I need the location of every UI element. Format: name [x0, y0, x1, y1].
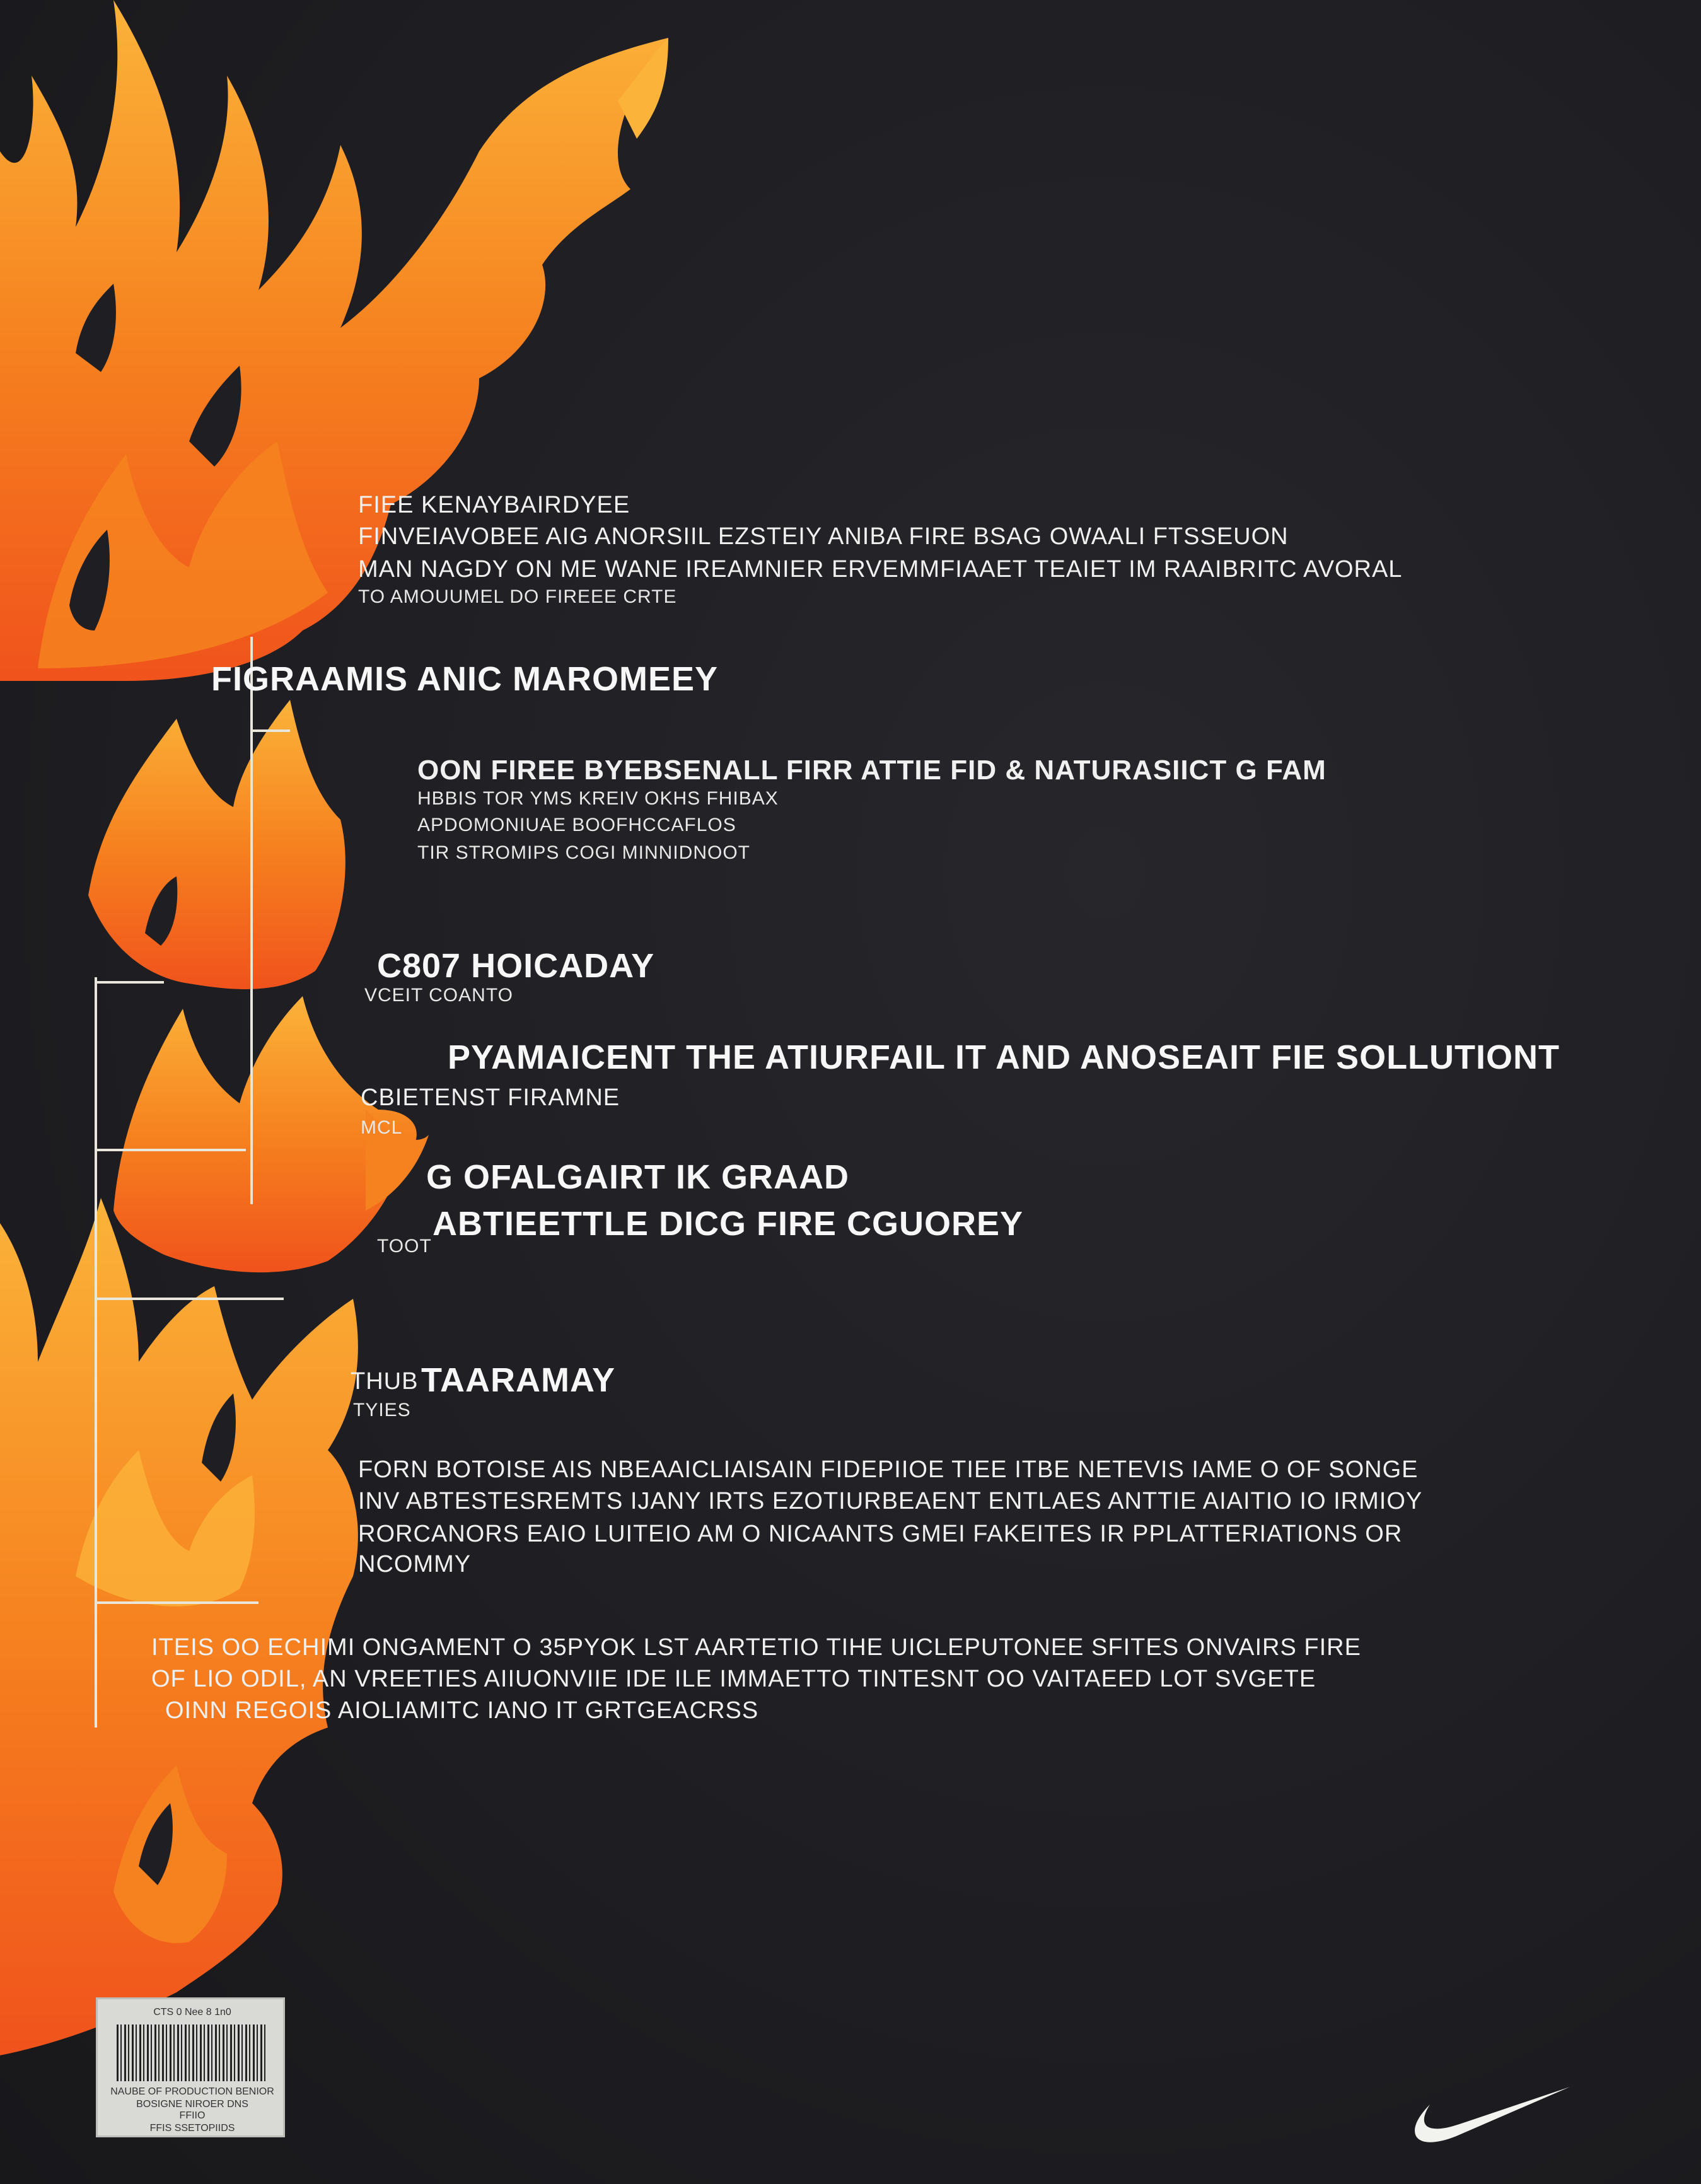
section-4-line-4: NCOMMY: [358, 1551, 472, 1577]
section-1-subline: OON FIREE BYEBSENALL FIRR ATTIE FID & NATURASIICT G FAM: [417, 755, 1327, 786]
intro-line-2: FINVEIAVOBEE AIG ANORSIIL EZSTEIY ANIBA FIRE BSAG OWAALI FTSSEUON: [358, 523, 1289, 550]
section-4-prefix: THUB: [351, 1368, 419, 1395]
barcode-icon: [117, 2024, 268, 2081]
barcode-text-1: NAUBE OF PRODUCTION BENIOR: [110, 2086, 274, 2097]
section-4-line-3: RORCANORS EAIO LUITEIO AM O NICAANTS GMEI FAKEITES IR PPLATTERIATIONS OR: [358, 1521, 1403, 1547]
section-4-line-1: FORN BOTOISE AIS NBEAAICLIAISAIN FIDEPIIOE TIEE ITBE NETEVIS IAME O OF SONGE: [358, 1456, 1419, 1483]
timeline-vertical-line-1: [250, 637, 253, 1204]
intro-line-4: TO AMOUUMEL DO FIREEE CRTE: [358, 586, 677, 607]
barcode-top-text: CTS 0 Nee 8 1n0: [153, 2007, 231, 2018]
flame-shape-3: [88, 700, 345, 989]
barcode-text-4: FFIS SSETOPIIDS: [149, 2123, 235, 2134]
section-2-subline: PYAMAICENT THE ATIURFAIL IT AND ANOSEAIT FIE SOLLUTIONT: [448, 1038, 1560, 1076]
intro-line-1: FIEE KENAYBAIRDYEE: [358, 492, 630, 518]
timeline-tick-1: [252, 729, 290, 732]
barcode-label: [96, 1997, 285, 2137]
section-4-caption: TYIES: [353, 1400, 411, 1420]
section-2-caption-3: MCL: [361, 1117, 403, 1138]
footer-line-2: OF LIO ODIL, AN VREETIES AIIUONVIIE IDE ILE IMMAETTO TINTESNT OO VAITAEED LOT SVGETE: [151, 1666, 1316, 1692]
section-4-line-2: INV ABTESTESREMTS IJANY IRTS EZOTIURBEAENT ENTLAES ANTTIE AIAITIO IO IRMIOY: [358, 1488, 1423, 1514]
timeline-tick-4: [95, 1298, 284, 1300]
section-1-heading: FIGRAAMIS ANIC MAROMEEY: [211, 660, 718, 698]
section-2-caption-2: CBIETENST FIRAMNE: [361, 1084, 620, 1111]
intro-line-3: MAN NAGDY ON ME WANE IREAMNIER ERVEMMFIAAET TEAIET IM RAAIBRITC AVORAL: [358, 556, 1403, 583]
timeline-tick-2: [95, 981, 164, 984]
section-2-heading: C807 HOICADAY: [377, 947, 655, 985]
footer-line-3: OINN REGOIS AIOLIAMITC IANO IT GRTGEACRSS: [165, 1697, 759, 1724]
section-1-line-3: TIR STROMIPS COGI MINNIDNOOT: [417, 842, 750, 863]
section-2-caption: VCEIT COANTO: [364, 985, 513, 1006]
section-1-line-1: HBBIS TOR YMS KREIV OKHS FHIBAX: [417, 788, 779, 809]
section-3-caption: TOOT: [377, 1236, 432, 1257]
section-4-heading: TAARAMAY: [421, 1361, 616, 1399]
section-3-subline: ABTIEETTLE DICG FIRE CGUOREY: [433, 1205, 1024, 1243]
section-3-heading: G OFALGAIRT IK GRAAD: [426, 1158, 849, 1196]
footer-line-1: ITEIS OO ECHIMI ONGAMENT O 35PYOK LST AARTETIO TIHE UICLEPUTONEE SFITES ONVAIRS FIRE: [151, 1634, 1361, 1661]
timeline-vertical-line-2: [95, 977, 97, 1728]
timeline-tick-5: [95, 1601, 258, 1604]
timeline-tick-3: [95, 1149, 246, 1151]
swoosh-logo: [1412, 2081, 1570, 2156]
barcode-text-2: BOSIGNE NIROER DNS: [136, 2099, 248, 2110]
section-1-line-2: APDOMONIUAE BOOFHCCAFLOS: [417, 815, 736, 835]
barcode-text-3: FFIIO: [179, 2110, 206, 2121]
